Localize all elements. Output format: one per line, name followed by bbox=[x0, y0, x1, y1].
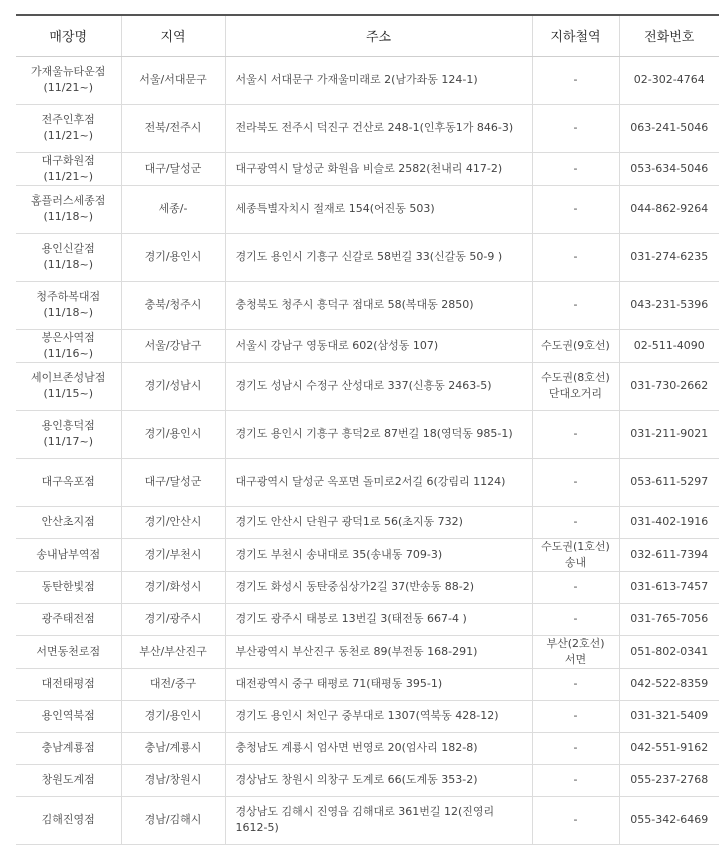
region-cell: 경기/용인시 bbox=[121, 410, 225, 458]
address-cell: 경기도 성남시 수정구 산성대로 337(신흥동 2463-5) bbox=[225, 362, 532, 410]
address-cell: 경기도 화성시 동탄중심상가2길 37(반송동 88-2) bbox=[225, 571, 532, 603]
subway-cell: - bbox=[532, 56, 619, 104]
column-header-address: 주소 bbox=[225, 15, 532, 56]
table-row bbox=[16, 329, 719, 362]
store-name-cell: 동탄한빛점 bbox=[16, 571, 121, 603]
region-cell: 경기/용인시 bbox=[121, 233, 225, 281]
phone-cell: 031-730-2662 bbox=[619, 362, 719, 410]
region-cell: 충북/청주시 bbox=[121, 281, 225, 329]
address-cell: 전라북도 전주시 덕진구 건산로 248-1(인후동1가 846-3) bbox=[225, 104, 532, 152]
region-cell: 세종/- bbox=[121, 185, 225, 233]
subway-cell: - bbox=[532, 410, 619, 458]
phone-cell: 02-302-4764 bbox=[619, 56, 719, 104]
region-cell: 대구/달성군 bbox=[121, 152, 225, 185]
subway-cell: - bbox=[532, 796, 619, 844]
column-header-store-name: 매장명 bbox=[16, 15, 121, 56]
region-cell: 전북/전주시 bbox=[121, 104, 225, 152]
column-header-region: 지역 bbox=[121, 15, 225, 56]
store-name-cell: 충남계룡점 bbox=[16, 732, 121, 764]
region-cell: 경기/부천시 bbox=[121, 538, 225, 571]
subway-cell: 수도권(9호선) bbox=[532, 329, 619, 362]
phone-cell: 042-522-8359 bbox=[619, 668, 719, 700]
phone-cell: 031-613-7457 bbox=[619, 571, 719, 603]
table-row bbox=[16, 796, 719, 844]
table-row bbox=[16, 362, 719, 410]
store-name-cell: 대구옥포점 bbox=[16, 458, 121, 506]
store-name-cell: 대전태평점 bbox=[16, 668, 121, 700]
subway-cell: - bbox=[532, 732, 619, 764]
address-cell: 경기도 용인시 기흥구 신갈로 58번길 33(신갈동 50-9 ) bbox=[225, 233, 532, 281]
store-name-cell: 용인신갈점(11/18~) bbox=[16, 233, 121, 281]
subway-cell: - bbox=[532, 571, 619, 603]
subway-cell: - bbox=[532, 603, 619, 635]
subway-cell: - bbox=[532, 185, 619, 233]
subway-cell: - bbox=[532, 668, 619, 700]
address-cell: 경상남도 창원시 의창구 도계로 66(도계동 353-2) bbox=[225, 764, 532, 796]
phone-cell: 031-274-6235 bbox=[619, 233, 719, 281]
region-cell: 부산/부산진구 bbox=[121, 635, 225, 668]
store-name-cell: 안산초지점 bbox=[16, 506, 121, 538]
region-cell: 경기/안산시 bbox=[121, 506, 225, 538]
subway-cell: 수도권(1호선)송내 bbox=[532, 538, 619, 571]
subway-cell: - bbox=[532, 764, 619, 796]
table-row bbox=[16, 700, 719, 732]
address-cell: 경상남도 김해시 진영읍 김해대로 361번길 12(진영리 1612-5) bbox=[225, 796, 532, 844]
subway-cell: 부산(2호선)서면 bbox=[532, 635, 619, 668]
table-row bbox=[16, 603, 719, 635]
table-row bbox=[16, 458, 719, 506]
subway-cell: 수도권(8호선)단대오거리 bbox=[532, 362, 619, 410]
phone-cell: 032-611-7394 bbox=[619, 538, 719, 571]
region-cell: 경기/용인시 bbox=[121, 700, 225, 732]
phone-cell: 02-511-4090 bbox=[619, 329, 719, 362]
phone-cell: 042-551-9162 bbox=[619, 732, 719, 764]
table-row bbox=[16, 764, 719, 796]
address-cell: 충청남도 계룡시 엄사면 번영로 20(엄사리 182-8) bbox=[225, 732, 532, 764]
address-cell: 부산광역시 부산진구 동천로 89(부전동 168-291) bbox=[225, 635, 532, 668]
subway-cell: - bbox=[532, 233, 619, 281]
address-cell: 대구광역시 달성군 옥포면 돌미로2서길 6(강림리 1124) bbox=[225, 458, 532, 506]
table-row bbox=[16, 538, 719, 571]
table-header-row bbox=[16, 15, 719, 56]
store-name-cell: 전주인후점(11/21~) bbox=[16, 104, 121, 152]
region-cell: 경남/김해시 bbox=[121, 796, 225, 844]
subway-cell: - bbox=[532, 506, 619, 538]
address-cell: 대전광역시 중구 태평로 71(태평동 395-1) bbox=[225, 668, 532, 700]
store-name-cell: 청주하복대점 (11/18~) bbox=[16, 281, 121, 329]
store-name-cell: 송내남부역점 bbox=[16, 538, 121, 571]
region-cell: 서울/서대문구 bbox=[121, 56, 225, 104]
table-row bbox=[16, 152, 719, 185]
phone-cell: 031-402-1916 bbox=[619, 506, 719, 538]
region-cell: 서울/강남구 bbox=[121, 329, 225, 362]
region-cell: 대구/달성군 bbox=[121, 458, 225, 506]
region-cell: 경기/광주시 bbox=[121, 603, 225, 635]
phone-cell: 063-241-5046 bbox=[619, 104, 719, 152]
table-row bbox=[16, 410, 719, 458]
store-name-cell: 가재울뉴타운점 (11/21~) bbox=[16, 56, 121, 104]
store-list-container bbox=[16, 14, 719, 845]
phone-cell: 043-231-5396 bbox=[619, 281, 719, 329]
address-cell: 세종특별자치시 절재로 154(어진동 503) bbox=[225, 185, 532, 233]
store-table bbox=[16, 14, 719, 845]
address-cell: 경기도 광주시 태봉로 13번길 3(태전동 667-4 ) bbox=[225, 603, 532, 635]
table-row bbox=[16, 506, 719, 538]
region-cell: 대전/중구 bbox=[121, 668, 225, 700]
address-cell: 경기도 용인시 기흥구 흥덕2로 87번길 18(영덕동 985-1) bbox=[225, 410, 532, 458]
phone-cell: 031-211-9021 bbox=[619, 410, 719, 458]
region-cell: 경남/창원시 bbox=[121, 764, 225, 796]
table-row bbox=[16, 571, 719, 603]
store-name-cell: 광주태전점 bbox=[16, 603, 121, 635]
subway-cell: - bbox=[532, 700, 619, 732]
phone-cell: 055-237-2768 bbox=[619, 764, 719, 796]
column-header-phone: 전화번호 bbox=[619, 15, 719, 56]
table-row bbox=[16, 233, 719, 281]
address-cell: 충청북도 청주시 흥덕구 점대로 58(복대동 2850) bbox=[225, 281, 532, 329]
phone-cell: 031-321-5409 bbox=[619, 700, 719, 732]
table-row bbox=[16, 56, 719, 104]
store-name-cell: 김해진영점 bbox=[16, 796, 121, 844]
store-name-cell: 용인흥덕점(11/17~) bbox=[16, 410, 121, 458]
region-cell: 충남/계룡시 bbox=[121, 732, 225, 764]
subway-cell: - bbox=[532, 104, 619, 152]
region-cell: 경기/화성시 bbox=[121, 571, 225, 603]
address-cell: 경기도 용인시 처인구 중부대로 1307(역북동 428-12) bbox=[225, 700, 532, 732]
store-name-cell: 대구화원점(11/21~) bbox=[16, 152, 121, 185]
store-name-cell: 세이브존성남점 (11/15~) bbox=[16, 362, 121, 410]
phone-cell: 053-611-5297 bbox=[619, 458, 719, 506]
store-name-cell: 서면동천로점 bbox=[16, 635, 121, 668]
address-cell: 서울시 강남구 영동대로 602(삼성동 107) bbox=[225, 329, 532, 362]
store-name-cell: 창원도계점 bbox=[16, 764, 121, 796]
subway-cell: - bbox=[532, 281, 619, 329]
subway-cell: - bbox=[532, 152, 619, 185]
table-row bbox=[16, 104, 719, 152]
table-row bbox=[16, 281, 719, 329]
address-cell: 대구광역시 달성군 화원읍 비슬로 2582(천내리 417-2) bbox=[225, 152, 532, 185]
phone-cell: 055-342-6469 bbox=[619, 796, 719, 844]
store-name-cell: 홈플러스세종점 (11/18~) bbox=[16, 185, 121, 233]
table-row bbox=[16, 185, 719, 233]
phone-cell: 051-802-0341 bbox=[619, 635, 719, 668]
table-row bbox=[16, 668, 719, 700]
address-cell: 경기도 부천시 송내대로 35(송내동 709-3) bbox=[225, 538, 532, 571]
store-name-cell: 봉은사역점(11/16~) bbox=[16, 329, 121, 362]
store-name-cell: 용인역북점 bbox=[16, 700, 121, 732]
phone-cell: 053-634-5046 bbox=[619, 152, 719, 185]
address-cell: 서울시 서대문구 가재울미래로 2(남가좌동 124-1) bbox=[225, 56, 532, 104]
phone-cell: 031-765-7056 bbox=[619, 603, 719, 635]
region-cell: 경기/성남시 bbox=[121, 362, 225, 410]
phone-cell: 044-862-9264 bbox=[619, 185, 719, 233]
subway-cell: - bbox=[532, 458, 619, 506]
table-row bbox=[16, 732, 719, 764]
address-cell: 경기도 안산시 단원구 광덕1로 56(초지동 732) bbox=[225, 506, 532, 538]
table-row bbox=[16, 635, 719, 668]
column-header-subway: 지하철역 bbox=[532, 15, 619, 56]
